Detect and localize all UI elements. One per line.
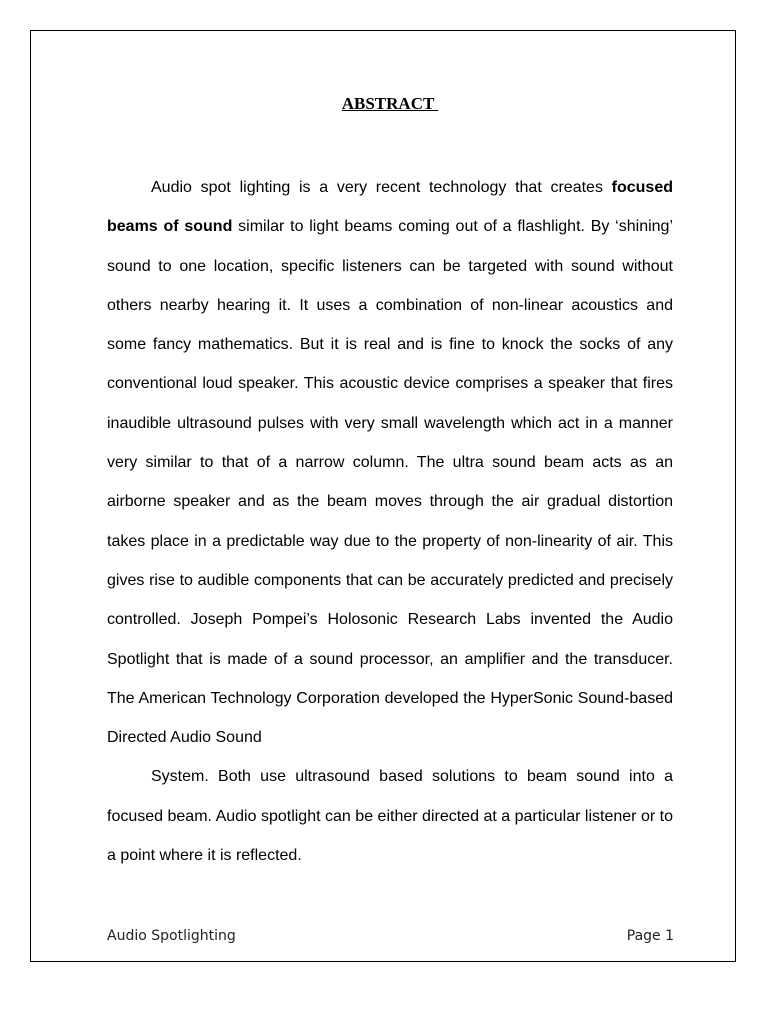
paragraph-1-emphasis: focused beams of sound: [107, 179, 673, 236]
footer-page-number: Page 1: [626, 928, 674, 944]
page-title: ABSTRACT: [341, 94, 439, 113]
paragraph-1-rest: similar to light beams coming out of a flashlight. By ‘shining’ sound to one location, specific listeners can be targeted with sound without others nearby hearing it. It uses a combination of non-linear acoustics and some fancy mathematics. But it is real and is fine to knock the socks of any conventional loud speaker. This acoustic device comprises a speaker that fires inaudible ultrasound pulses with very small wavelength which act in a manner very similar to that of a narrow column. The ultra sound beam acts as an airborne speaker and as the beam moves through the air gradual distortion takes place in a predictable way due to the property of non-linearity of air. This gives rise to audible components that can be accurately predicted and precisely controlled. Joseph Pompei’s Holosonic Research Labs invented the Audio Spotlight that is made of a sound processor, an amplifier and the transducer. The American Technology Corporation developed the HyperSonic Sound-based Directed Audio Sound: [107, 218, 673, 747]
paragraph-2: System. Both use ultrasound based solutions to beam sound into a focused beam. Audio spotlight can be either directed at a particular listener or to a point where it is reflected.: [107, 768, 673, 865]
paragraph-1-lead: Audio spot lighting is a very recent technology that creates: [151, 179, 612, 196]
footer-document-title: Audio Spotlighting: [107, 928, 236, 944]
paragraph-1: [107, 168, 673, 757]
abstract-body: [107, 168, 673, 875]
